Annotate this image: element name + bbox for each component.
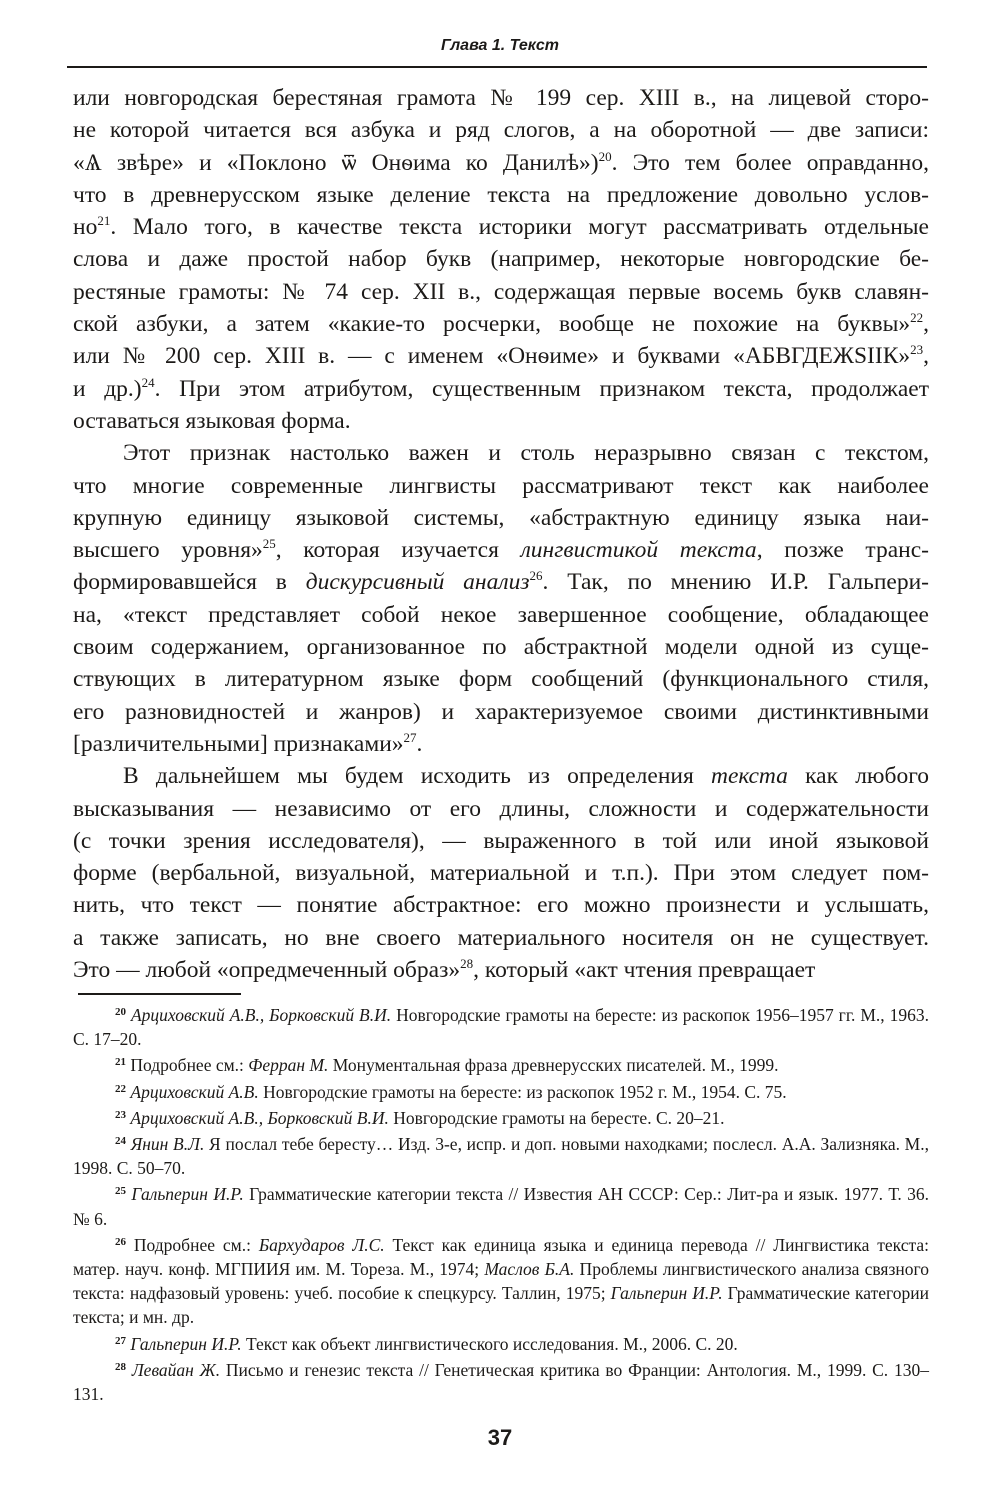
text-line (73, 470, 929, 502)
footnote (73, 1233, 929, 1330)
footnote-ref: 28 (460, 956, 474, 972)
footnote-ref: 24 (141, 374, 155, 390)
text-line (73, 631, 929, 663)
footnote-author: Левайан Ж. (131, 1359, 221, 1380)
text-run: слова и даже простой набор букв (например, некоторые новгородские бе- (73, 246, 929, 273)
text-run: (с точки зрения исследователя), — выраженного в той или иной языковой (73, 827, 929, 854)
text-line (73, 373, 929, 405)
text-run: высшего уровня» (73, 537, 263, 564)
running-head: Глава 1. Текст (441, 37, 559, 54)
text-line (73, 954, 929, 986)
text-run: как любого (787, 763, 930, 790)
text-run: , которая изучается (275, 537, 521, 564)
text-run: . Это тем более оправданно, (611, 149, 929, 176)
text-line (73, 857, 929, 889)
footnote-number: 21 (115, 1056, 126, 1069)
text-run: или новгородская берестяная грамота № 199 сер. XIII в., на лицевой сторо- (73, 85, 929, 111)
text-line (73, 696, 929, 728)
text-line (73, 147, 929, 179)
footnote-ref: 26 (529, 568, 543, 584)
footnote-separator (78, 993, 241, 995)
text-run: . Так, по мнению И.Р. Гальпери- (542, 569, 929, 596)
text-run: но (73, 214, 98, 241)
text-run: , который «акт чтения превращает (473, 957, 816, 984)
text-run: нить, что текст — понятие абстрактное: его можно произнести и услышать, (73, 892, 929, 919)
text-run: . Мало того, в качестве текста историки могут рассматривать отдельные (110, 214, 929, 241)
footnote (73, 1132, 929, 1180)
footnote-author: Арциховский А.В., Борковский В.И. (130, 1107, 389, 1128)
italic-term: текста (710, 763, 788, 790)
footnote-number: 26 (115, 1235, 126, 1248)
footnote-ref: 25 (262, 536, 276, 552)
text-line (73, 793, 929, 825)
footnote-number: 20 (115, 1006, 126, 1018)
footnote-author: Гальперин И.Р. (131, 1184, 244, 1205)
italic-term: дискурсивный анализ (305, 569, 530, 596)
footnote-number: 28 (115, 1360, 126, 1373)
footnote-text: Монументальная фраза древнерусских писателей. М., 1999. (328, 1055, 779, 1076)
text-run: , (923, 343, 929, 370)
text-line (73, 211, 929, 243)
text-run: своим содержанием, организованное по абстрактной модели одной из суще- (73, 634, 929, 661)
text-run: Это — любой «опредмеченный образ» (73, 957, 461, 984)
text-run: или № 200 сер. XIII в. — с именем «Онѳиме» и буквами «АБВГДЕЖЅІІК» (73, 343, 911, 370)
text-run: что в древнерусском языке деление текста на предложение довольно услов- (73, 181, 929, 208)
footnote-text: Грамматические категории текста; и мн. др. (73, 1283, 929, 1328)
footnote-author: Ферран М. (248, 1055, 329, 1076)
text-run: , позже транс- (756, 537, 929, 564)
text-line (73, 276, 929, 308)
footnote-ref: 23 (910, 342, 924, 358)
footnote-author: Янин В.Л. (130, 1134, 205, 1155)
text-run: ской азбуки, а затем «какие-то росчерки, вообще не похожие на буквы» (73, 311, 911, 338)
footnote (73, 1080, 929, 1104)
text-line (73, 663, 929, 695)
footnote (73, 1332, 929, 1356)
text-run: «Ѧ звѣре» и «Поклоно ѿ Онѳима ко Данилѣ») (73, 149, 599, 176)
footnote-text: Текст как единица языка и единица перевода // Лингвистика текста: матер. науч. конф. МГПИИЯ им. М. Тореза. М., 1974; (73, 1234, 930, 1280)
header-rule (67, 66, 927, 68)
text-run: на, «текст представляет собой некое завершенное сообщение, обладающее (73, 601, 929, 628)
footnote (73, 1106, 929, 1130)
footnotes (73, 1003, 929, 1408)
footnote (73, 1053, 929, 1077)
footnote-text: Новгородские грамоты на бересте: из раскопок 1952 г. М., 1954. С. 75. (258, 1081, 787, 1102)
footnote-number: 25 (115, 1185, 126, 1198)
text-line (73, 502, 929, 534)
text-run: Этот признак настолько важен и столь неразрывно связан с текстом, (123, 440, 929, 467)
text-run: и др.) (73, 375, 142, 402)
footnote-author: Арциховский А.В. (130, 1081, 259, 1102)
text-line (73, 437, 929, 469)
text-run: ствующих в литературном языке форм сообщений (функционального стиля, (73, 666, 929, 693)
footnote-ref: 21 (97, 213, 111, 229)
text-line (73, 728, 929, 760)
text-run: оставаться языковая форма. (73, 407, 351, 434)
footnote-author: Бархударов Л.С. (258, 1234, 385, 1255)
text-run: что многие современные лингвисты рассматривают текст как наиболее (73, 472, 929, 499)
footnote (73, 1003, 929, 1051)
footnote-number: 27 (115, 1334, 126, 1347)
text-run: [различительными] признаками» (73, 730, 404, 757)
italic-term: лингвистикой текста (520, 537, 757, 564)
footnote-ref: 20 (598, 148, 612, 164)
text-run: . При этом атрибутом, существенным признаком текста, продолжает (154, 375, 930, 402)
footnote-author: Арциховский А.В., Борковский В.И. (130, 1005, 392, 1025)
footnote-author: Гальперин И.Р. (610, 1283, 723, 1304)
footnote-text: Текст как объект лингвистического исследования. М., 2006. С. 20. (241, 1333, 738, 1354)
text-run: форме (вербальной, визуальной, материальной и т.п.). При этом следует пом- (73, 860, 929, 887)
footnote-author: Маслов Б.А. (484, 1259, 575, 1280)
footnote-text: Письмо и генезис текста // Генетическая критика во Франции: Антология. М., 1999. С. 130–131. (73, 1359, 929, 1405)
text-line (73, 179, 929, 211)
footnote-text: Подробнее см.: (130, 1055, 249, 1076)
footnote-text: Грамматические категории текста // Известия АН СССР: Сер.: Лит-ра и язык. 1977. Т. 36. № 6. (73, 1184, 930, 1229)
footnote-ref: 22 (910, 310, 924, 326)
text-line (73, 243, 929, 275)
footnote-ref: 27 (403, 729, 417, 745)
text-line (73, 825, 929, 857)
text-run: В дальнейшем мы будем исходить из определения (123, 763, 711, 790)
text-line (73, 82, 929, 114)
text-line (73, 599, 929, 631)
main-text (73, 82, 929, 986)
page-number: 37 (487, 1425, 513, 1450)
footnote-author: Гальперин И.Р. (130, 1333, 242, 1354)
text-line (73, 340, 929, 372)
text-run: . (416, 730, 423, 757)
text-run: высказывания — независимо от его длины, сложности и содержательности (73, 795, 929, 822)
footnote (73, 1358, 929, 1406)
footnote-number: 24 (115, 1135, 126, 1148)
text-line (73, 405, 929, 437)
text-run: формировавшейся в (73, 569, 306, 596)
text-line (73, 114, 929, 146)
text-run: , (923, 311, 929, 338)
text-line (73, 534, 929, 566)
footnote-text: Подробнее см.: (133, 1234, 259, 1255)
text-run: крупную единицу языковой системы, «абстрактную единицу языка наи- (73, 504, 929, 531)
text-line (73, 566, 929, 598)
text-run: рестяные грамоты: № 74 сер. XII в., содержащая первые восемь букв славян- (73, 278, 929, 305)
text-line (73, 889, 929, 921)
footnote (73, 1182, 929, 1230)
text-run: его разновидностей и жанров) и характеризуемое своими дистинктивными (73, 698, 929, 725)
footnote-text: Я послал тебе бересту… Изд. 3-е, испр. и доп. новыми находками; послесл. А.А. Зализняка. М., 1998. С. 50–70. (73, 1134, 929, 1179)
text-line (73, 308, 929, 340)
text-run: не которой читается вся азбука и ряд слогов, а на оборотной — две записи: (73, 117, 929, 144)
footnote-text: Проблемы лингвистического анализа связного текста: надфазовый уровень: учеб. пособие к спецкурсу. Таллин, 1975; (73, 1259, 929, 1304)
text-line (73, 760, 929, 792)
text-run: а также записать, но вне своего материального носителя он не существует. (73, 924, 929, 951)
footnote-text: Новгородские грамоты на бересте: из раскопок 1956–1957 гг. М., 1963. С. 17–20. (73, 1005, 930, 1050)
footnote-number: 23 (115, 1108, 126, 1121)
footnote-number: 22 (115, 1082, 126, 1095)
footnote-text: Новгородские грамоты на бересте. С. 20–21. (388, 1107, 725, 1128)
text-line (73, 922, 929, 954)
